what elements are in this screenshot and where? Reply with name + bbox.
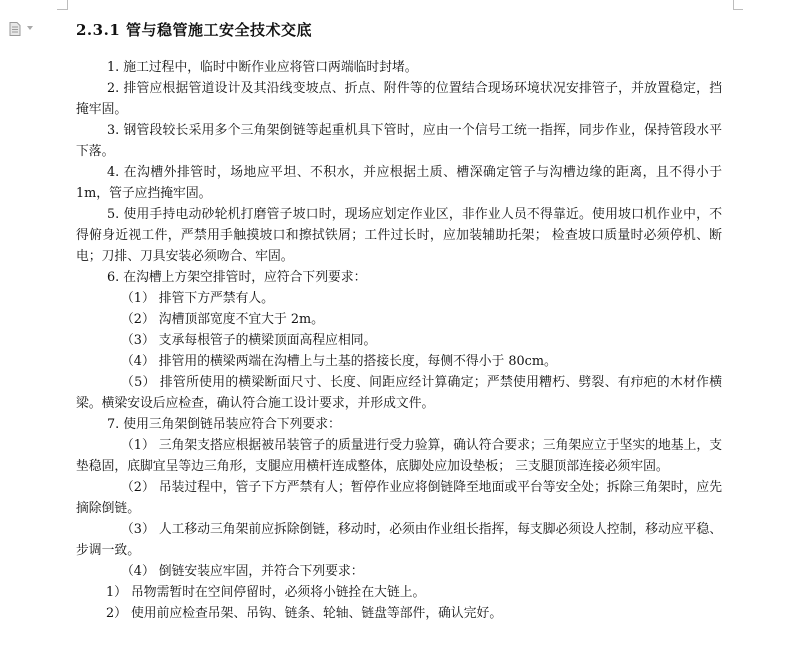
chevron-down-icon[interactable] <box>27 26 33 30</box>
paragraph-5: 5. 使用手持电动砂轮机打磨管子坡口时，现场应划定作业区，非作业人员不得靠近。使用坡口机作业中，不得俯身近视工件，严禁用手触摸坡口和擦拭铁屑；工件过长时，应加装辅助托架； 检查坡口质量时必须停机、断电；刀排、刀具安装必须吻合、牢固。 <box>76 207 722 264</box>
paragraph-6-1: （1） 排管下方严禁有人。 <box>121 291 274 306</box>
left-gutter <box>0 0 44 645</box>
paragraph-3: 3. 钢管段较长采用多个三角架倒链等起重机具下管时，应由一个信号工统一指挥，同步作业，保持管段水平下落。 <box>76 123 722 159</box>
paragraph-7-2: （2） 吊装过程中，管子下方严禁有人；暂停作业应将倒链降至地面或平台等安全处；拆除三角架时，应先摘除倒链。 <box>76 480 722 516</box>
paragraph-4: 4. 在沟槽外排管时，场地应平坦、不积水，并应根据土质、槽深确定管子与沟槽边缘的距离，且不得小于 1m，管子应挡掩牢固。 <box>76 165 722 201</box>
paragraph-7-4-1: 1） 吊物需暂时在空间停留时，必须将小链拴在大链上。 <box>106 585 426 600</box>
paragraph-6-2: （2） 沟槽顶部宽度不宜大于 2m。 <box>121 312 324 327</box>
crop-mark-left <box>57 0 68 10</box>
paragraph-1: 1. 施工过程中，临时中断作业应将管口两端临时封堵。 <box>107 60 418 75</box>
paragraph-6-5: （5） 排管所使用的横梁断面尺寸、长度、间距应经计算确定；严禁使用糟朽、劈裂、有疖疤的木材作横梁。横梁安设后应检查，确认符合施工设计要求，并形成文件。 <box>76 375 722 411</box>
document-icon[interactable] <box>9 22 21 36</box>
paragraph-6-3: （3） 支承每根管子的横梁顶面高程应相同。 <box>121 333 377 348</box>
paragraph-7: 7. 使用三角架倒链吊装应符合下列要求： <box>107 417 341 432</box>
paragraph-6-4: （4） 排管用的横梁两端在沟槽上与土基的搭接长度，每侧不得小于 80cm。 <box>121 354 557 369</box>
paragraph-7-3: （3） 人工移动三角架前应拆除倒链，移动时，必须由作业组长指挥，每支脚必须设人控制，移动应平稳、步调一致。 <box>76 522 722 558</box>
paragraph-7-4: （4） 倒链安装应牢固，并符合下列要求： <box>121 564 364 579</box>
section-heading: 2.3.1 管与稳管施工安全技术交底 <box>76 21 312 39</box>
document-page <box>76 0 722 645</box>
paragraph-7-1: （1） 三角架支搭应根据被吊装管子的质量进行受力验算，确认符合要求；三角架应立于坚实的地基上，支垫稳固，底脚宜呈等边三角形，支腿应用横杆连成整体，底脚处应加设垫板； 三支腿顶部连接必须牢固。 <box>76 438 722 474</box>
paragraph-6: 6. 在沟槽上方架空排管时，应符合下列要求： <box>107 270 367 285</box>
paragraph-7-4-2: 2） 使用前应检查吊架、吊钩、链条、轮轴、链盘等部件，确认完好。 <box>106 606 503 621</box>
document-body <box>76 57 722 624</box>
paragraph-2: 2. 排管应根据管道设计及其沿线变坡点、折点、附件等的位置结合现场环境状况安排管子，并放置稳定，挡掩牢固。 <box>76 81 722 117</box>
crop-mark-right <box>733 0 743 10</box>
